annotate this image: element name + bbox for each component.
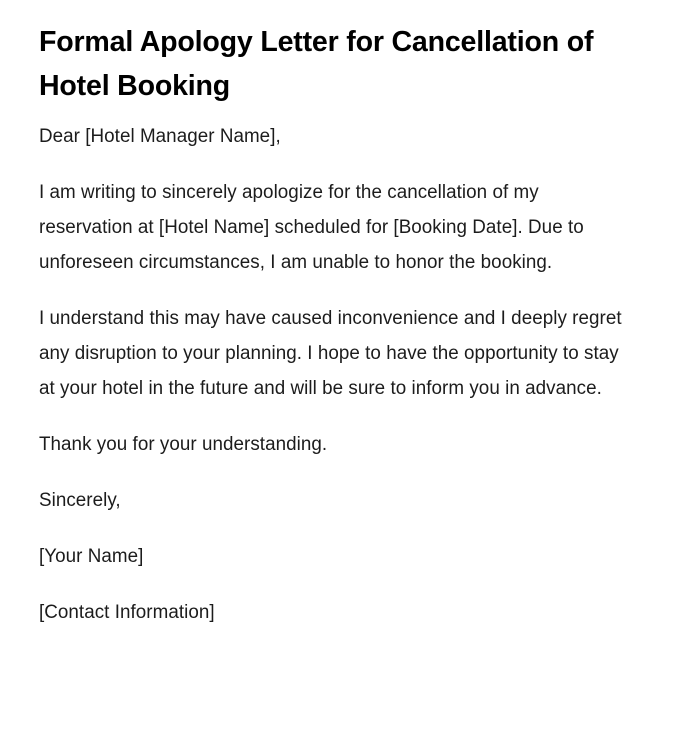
- letter-closing: Sincerely,: [39, 490, 121, 511]
- letter-body: [39, 108, 637, 630]
- letter-salutation: Dear [Hotel Manager Name],: [39, 126, 281, 147]
- letter-paragraph-regret: I understand this may have caused inconvenience and I deeply regret any disruption to your planning. I hope to have the opportunity to stay at your hotel in the future and will be sure to inform you in advance.: [39, 308, 622, 399]
- letter-paragraph-apology: I am writing to sincerely apologize for the cancellation of my reservation at [Hotel Name] scheduled for [Booking Date]. Due to unforeseen circumstances, I am unable to honor the booking.: [39, 182, 584, 273]
- page-title: Formal Apology Letter for Cancellation of Hotel Booking: [39, 26, 594, 102]
- letter-content: [39, 0, 637, 630]
- letter-paragraph-thanks: Thank you for your understanding.: [39, 434, 328, 455]
- letter-signature-name: [Your Name]: [39, 546, 144, 567]
- letter-signature-contact: [Contact Information]: [39, 602, 215, 623]
